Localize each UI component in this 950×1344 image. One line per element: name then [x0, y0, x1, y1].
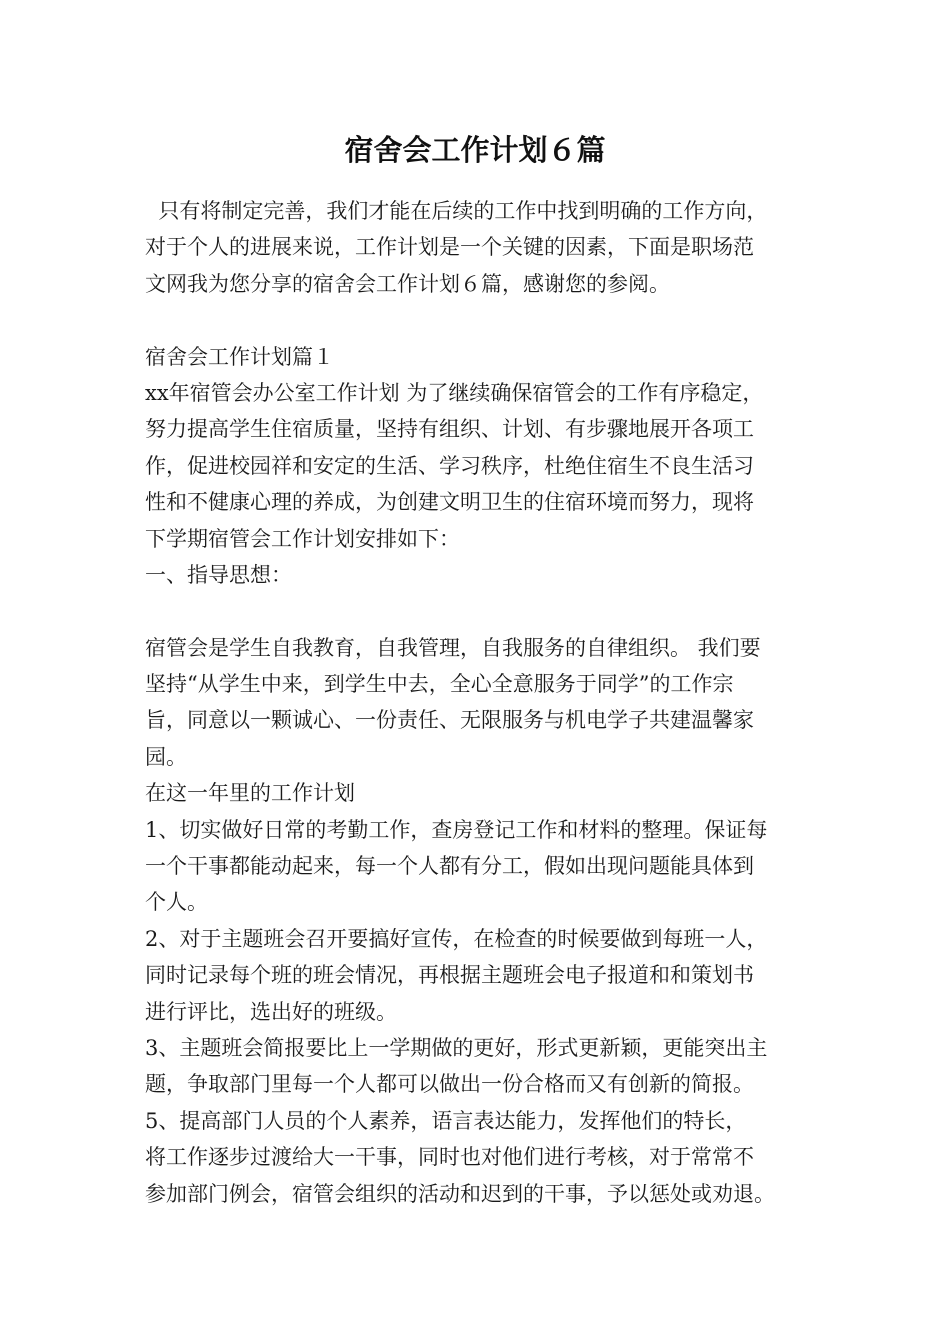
text-line: 园。 — [145, 744, 187, 769]
text-line: 一个干事都能动起来，每一个人都有分工，假如出现问题能具体到 — [145, 854, 754, 879]
text-line: 只有将制定完善，我们才能在后续的工作中找到明确的工作方向， — [145, 199, 768, 223]
text-line: 宿舍会工作计划篇１ — [145, 344, 334, 369]
text-line: 性和不健康心理的养成，为创建文明卫生的住宿环境而努力，现将 — [145, 490, 754, 515]
text-line: 在这一年里的工作计划 — [145, 781, 355, 806]
text-line: 一、指导思想： — [145, 562, 292, 587]
text-line: 下学期宿管会工作计划安排如下： — [145, 526, 460, 551]
text-line: 宿管会是学生自我教育，自我管理，自我服务的自律组织。 我们要 — [145, 635, 761, 660]
text-line: 同时记录每个班的班会情况，再根据主题班会电子报道和和策划书 — [145, 963, 754, 988]
text-line: 3、主题班会简报要比上一学期做的更好，形式更新颖，更能突出主 — [145, 1035, 768, 1060]
text-line: 坚持“从学生中来，到学生中去，全心全意服务于同学”的工作宗 — [145, 672, 734, 697]
text-line: 1、切实做好日常的考勤工作，查房登记工作和材料的整理。保证每 — [145, 817, 768, 842]
text-line: 进行评比，选出好的班级。 — [145, 999, 397, 1024]
text-line: 作，促进校园祥和安定的生活、学习秩序，杜绝住宿生不良生活习 — [145, 453, 754, 478]
document-body — [145, 193, 825, 1212]
text-line: 旨，同意以一颗诚心、一份责任、无限服务与机电学子共建温馨家 — [145, 708, 754, 733]
text-line: 5、提高部门人员的个人素养，语言表达能力，发挥他们的特长， — [145, 1108, 747, 1133]
document-title: 宿舍会工作计划６篇 — [344, 133, 606, 167]
text-line: xx年宿管会办公室工作计划 为了继续确保宿管会的工作有序稳定， — [145, 380, 764, 405]
text-line: 文网我为您分享的宿舍会工作计划６篇，感谢您的参阅。 — [145, 271, 670, 296]
text-line: 将工作逐步过渡给大一干事，同时也对他们进行考核，对于常常不 — [145, 1145, 754, 1170]
text-line: 参加部门例会，宿管会组织的活动和迟到的干事，予以惩处或劝退。 — [145, 1181, 775, 1206]
text-line: 对于个人的进展来说，工作计划是一个关键的因素，下面是职场范 — [145, 235, 754, 260]
text-line: 个人。 — [145, 890, 208, 915]
blank-line — [145, 593, 825, 629]
text-line: 努力提高学生住宿质量，坚持有组织、计划、有步骤地展开各项工 — [145, 417, 754, 442]
text-line: 题，争取部门里每一个人都可以做出一份合格而又有创新的简报。 — [145, 1072, 754, 1097]
blank-line — [145, 302, 825, 338]
text-line: 2、对于主题班会召开要搞好宣传，在检查的时候要做到每班一人， — [145, 926, 768, 951]
